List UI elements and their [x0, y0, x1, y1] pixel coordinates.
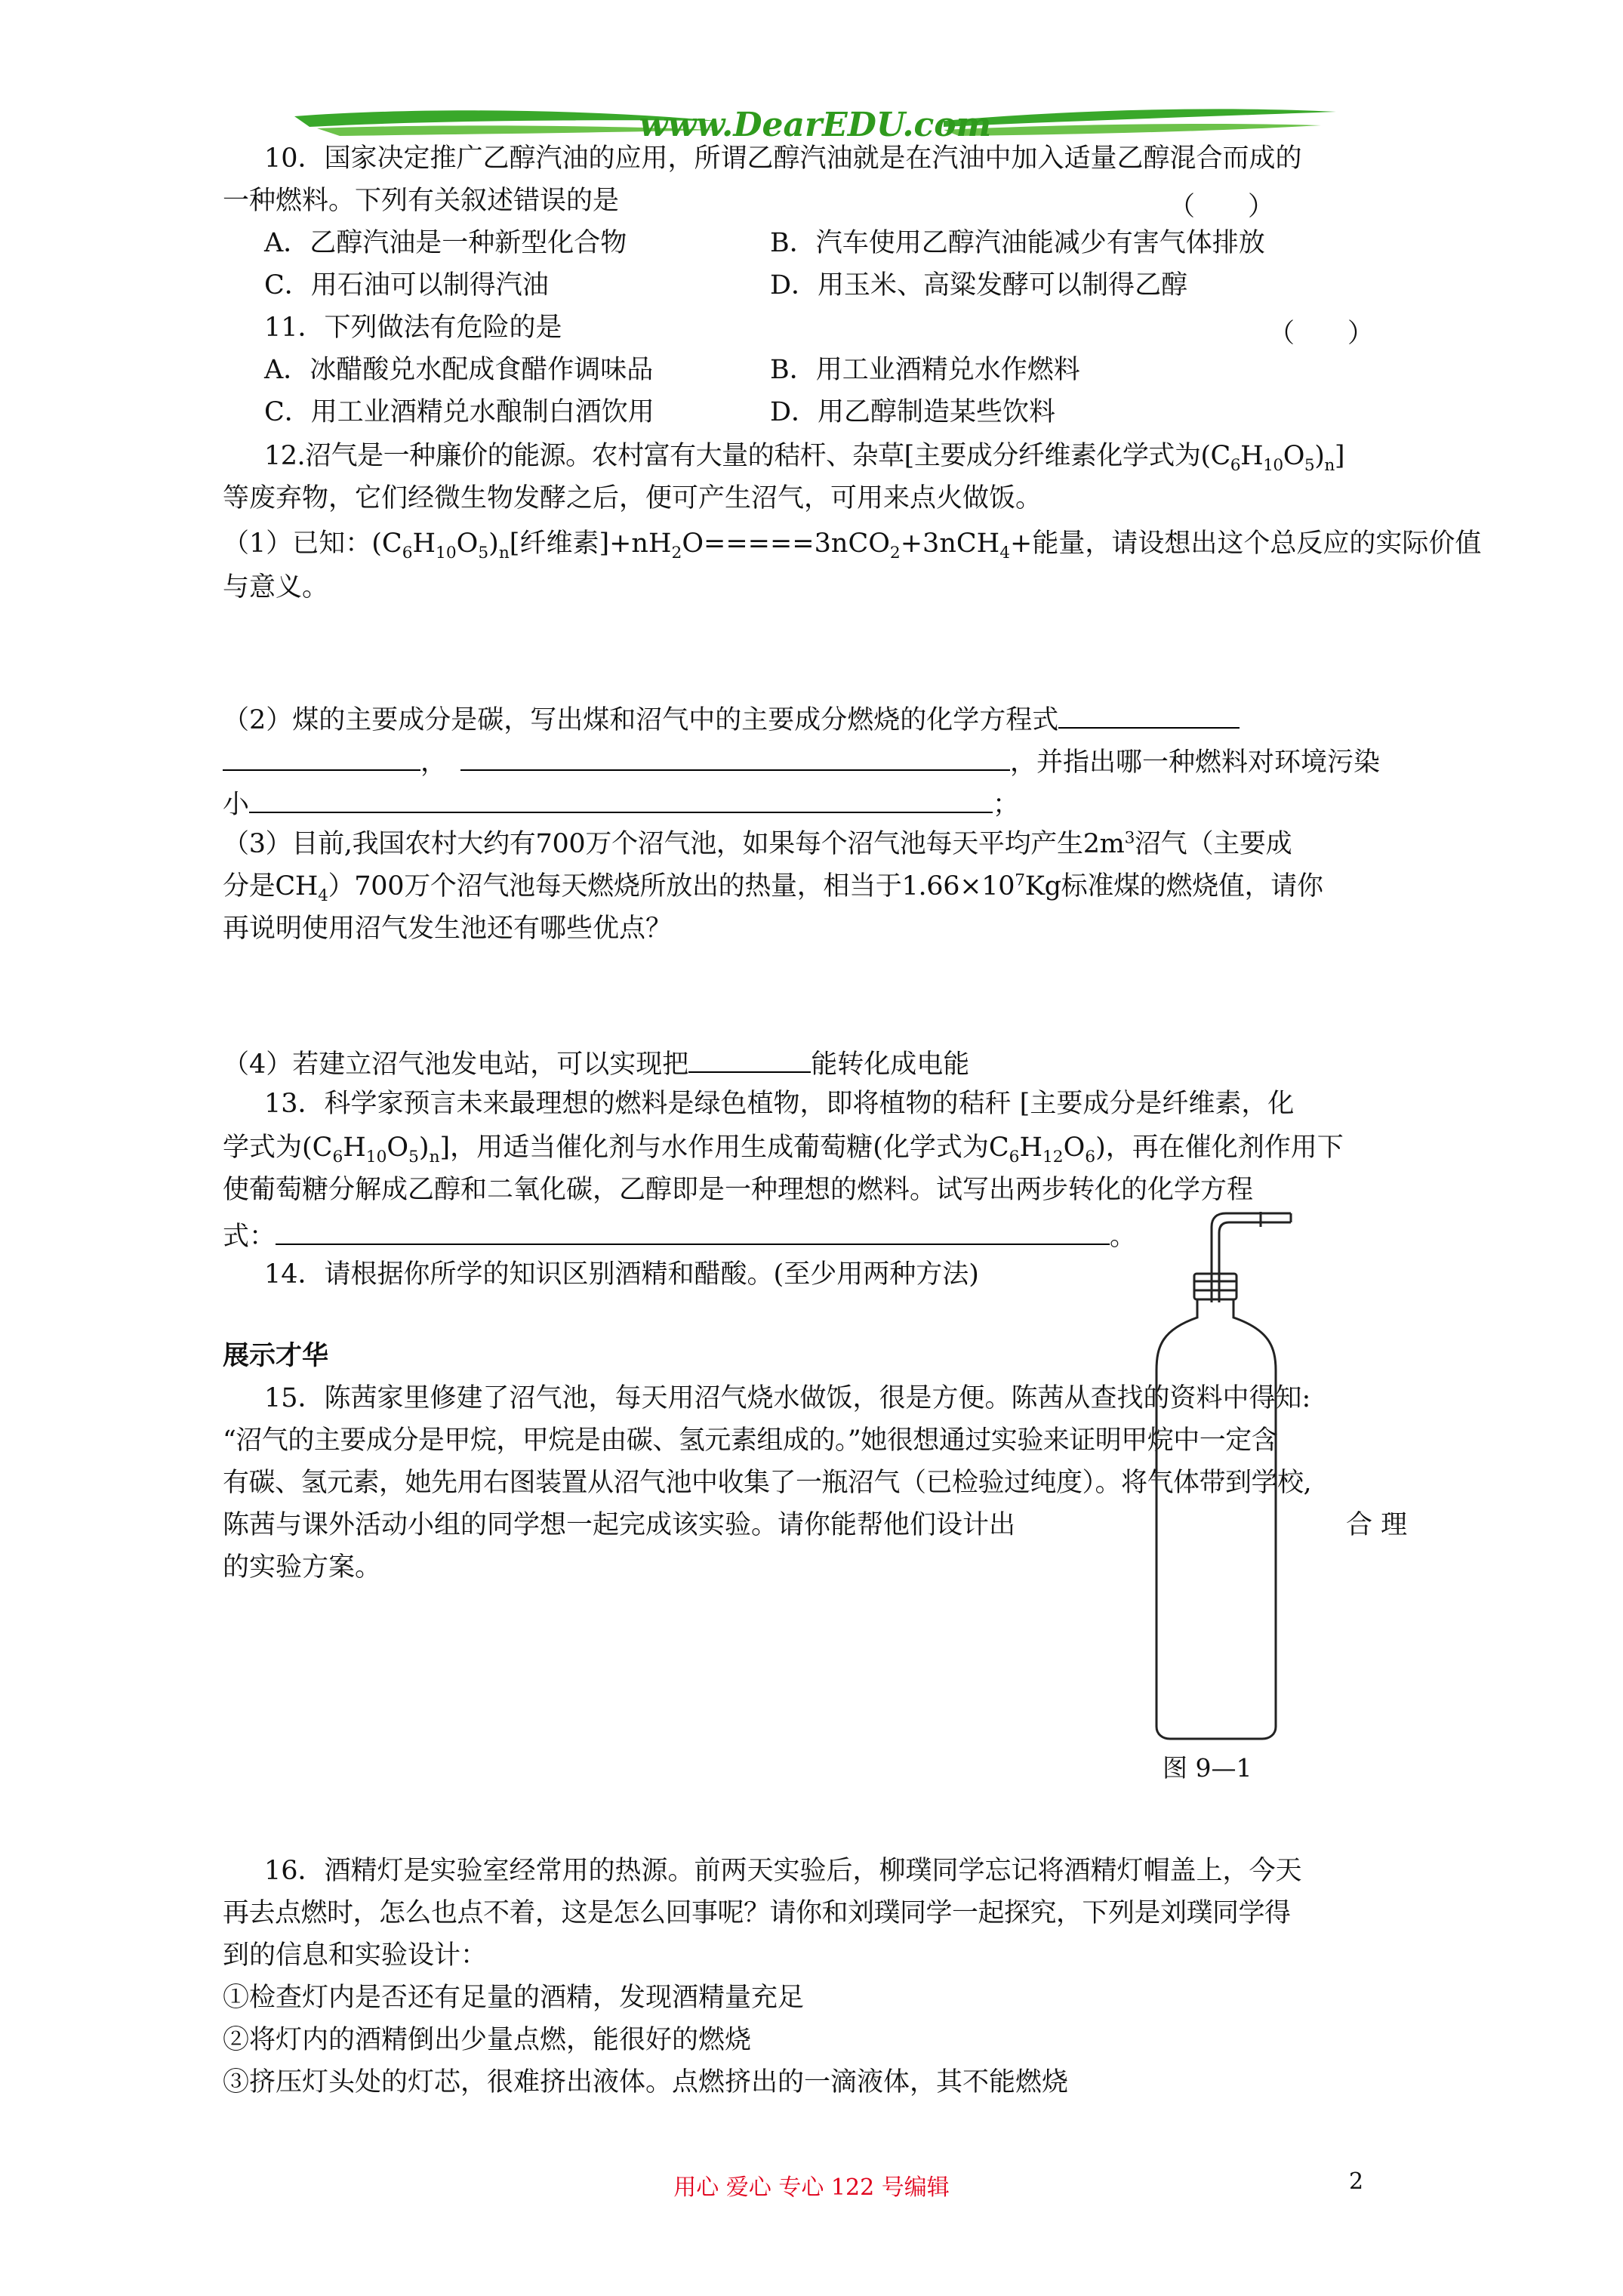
q15-line3: 有碳、氢元素，她先用右图装置从沼气池中收集了一瓶沼气（已检验过纯度）。将气体带到学校, — [223, 1468, 1312, 1498]
q12-part2-line3: 小 ； — [223, 785, 1019, 820]
site-logo-text: www.DearEDU.com — [639, 106, 992, 144]
q11-option-b: B．用工业酒精兑水作燃料 — [770, 355, 1080, 385]
answer-blank[interactable] — [460, 743, 1010, 771]
q12-part1-line1: （1）已知：$(C_6H_{10}O_5)_n$[纤维素]$+nH_2O=====3nCO_2+3nCH_4+$能量，请设想出这个总反应的实际价值 — [223, 529, 1482, 562]
q11-answer-paren: （ ） — [1268, 319, 1375, 349]
q16-item-1: ①检查灯内是否还有足量的酒精，发现酒精量充足 — [223, 1983, 805, 2013]
q10-line2: 一种燃料。下列有关叙述错误的是 — [223, 186, 620, 216]
q15-line5: 的实验方案。 — [223, 1552, 382, 1583]
q11-option-a: A．冰醋酸兑水配成食醋作调味品 — [264, 355, 654, 385]
q12-line1: 12.沼气是一种廉价的能源。农村富有大量的秸杆、杂草[主要成分纤维素化学式为$(C_6H_{10}O_5)_n$] — [264, 441, 1345, 475]
q13-line3: 使葡萄糖分解成乙醇和二氧化碳，乙醇即是一种理想的燃料。试写出两步转化的化学方程 — [223, 1175, 1254, 1205]
q12-part1-line2: 与意义。 — [223, 572, 329, 603]
answer-blank[interactable] — [688, 1045, 811, 1073]
q12-part3-line2: 分是$CH_4)700$万个沼气池每天燃烧所放出的热量，相当于$1.66\times 10^7Kg$标准煤的燃烧值，请你 — [223, 871, 1323, 905]
q12-part3-line1: （3）目前,我国农村大约有700万个沼气池，如果每个沼气池每天平均产生$2m^3$沼气（主要成 — [223, 828, 1292, 859]
q15-line4-end: 合 理 — [1346, 1510, 1408, 1540]
q10-option-d: D．用玉米、高粱发酵可以制得乙醇 — [770, 270, 1188, 300]
section-title: 展示才华 — [223, 1340, 329, 1371]
q12-part3-line3: 再说明使用沼气发生池还有哪些优点？ — [223, 914, 673, 944]
q15-line2: “沼气的主要成分是甲烷，甲烷是由碳、氢元素组成的。”她很想通过实验来证明甲烷中一定含 — [223, 1425, 1278, 1456]
q15-line4: 陈茜与课外活动小组的同学想一起完成该实验。请你能帮他们设计出 — [223, 1510, 1016, 1540]
gas-bottle-figure — [1147, 1212, 1351, 1786]
q13-line2: 学式为$(C_6H_{10}O_5)_n$]，用适当催化剂与水作用生成葡萄糖(化学式为$C_6H_{12}O_6$)，再在催化剂作用下 — [223, 1133, 1344, 1166]
figure-caption: 图 9—1 — [1163, 1753, 1252, 1783]
q12-part2-line1: （2）煤的主要成分是碳，写出煤和沼气中的主要成分燃烧的化学方程式 — [223, 701, 1240, 735]
q16-line3: 到的信息和实验设计： — [223, 1940, 488, 1971]
q16-line1: 16．酒精灯是实验室经常用的热源。前两天实验后，柳璞同学忘记将酒精灯帽盖上，今天 — [264, 1856, 1302, 1886]
q16-item-2: ②将灯内的酒精倒出少量点燃，能很好的燃烧 — [223, 2025, 752, 2055]
answer-blank[interactable] — [223, 743, 420, 771]
q11-stem: 11．下列做法有危险的是 — [264, 313, 562, 343]
q12-part2-line2: ， ，并指出哪一种燃料对环境污染 — [223, 743, 1380, 778]
page-number: 2 — [1349, 2168, 1364, 2195]
q10-line1: 10．国家决定推广乙醇汽油的应用，所谓乙醇汽油就是在汽油中加入适量乙醇混合而成的 — [264, 143, 1302, 174]
q11-option-c: C．用工业酒精兑水酿制白酒饮用 — [264, 397, 654, 427]
q16-line2: 再去点燃时，怎么也点不着，这是怎么回事呢？请你和刘璞同学一起探究，下列是刘璞同学得 — [223, 1898, 1291, 1928]
q13-line1: 13．科学家预言未来最理想的燃料是绿色植物，即将植物的秸秆 [主要成分是纤维素，化 — [264, 1089, 1295, 1119]
q16-item-3: ③挤压灯头处的灯芯，很难挤出液体。点燃挤出的一滴液体，其不能燃烧 — [223, 2067, 1069, 2097]
q10-option-a: A．乙醇汽油是一种新型化合物 — [264, 228, 627, 258]
answer-blank[interactable] — [1058, 701, 1240, 729]
q12-part4: （4）若建立沼气池发电站，可以实现把 能转化成电能 — [223, 1045, 969, 1080]
q10-option-c: C．用石油可以制得汽油 — [264, 270, 549, 300]
q14-text: 14．请根据你所学的知识区别酒精和醋酸。(至少用两种方法) — [264, 1259, 979, 1290]
q11-option-d: D．用乙醇制造某些饮料 — [770, 397, 1056, 427]
answer-blank[interactable] — [249, 785, 993, 813]
q13-line4: 式： 。 — [223, 1217, 1136, 1252]
q12-line2: 等废弃物，它们经微生物发酵之后，便可产生沼气，可用来点火做饭。 — [223, 483, 1042, 513]
q15-line1: 15．陈茜家里修建了沼气池，每天用沼气烧水做饭，很是方便。陈茜从查找的资料中得知: — [264, 1383, 1311, 1413]
footer-text: 用心 爱心 专心 122 号编辑 — [673, 2174, 950, 2201]
answer-blank[interactable] — [276, 1217, 1110, 1245]
header-banner — [294, 104, 1336, 149]
q10-answer-paren: （ ） — [1169, 192, 1275, 222]
q10-option-b: B．汽车使用乙醇汽油能减少有害气体排放 — [770, 228, 1265, 258]
